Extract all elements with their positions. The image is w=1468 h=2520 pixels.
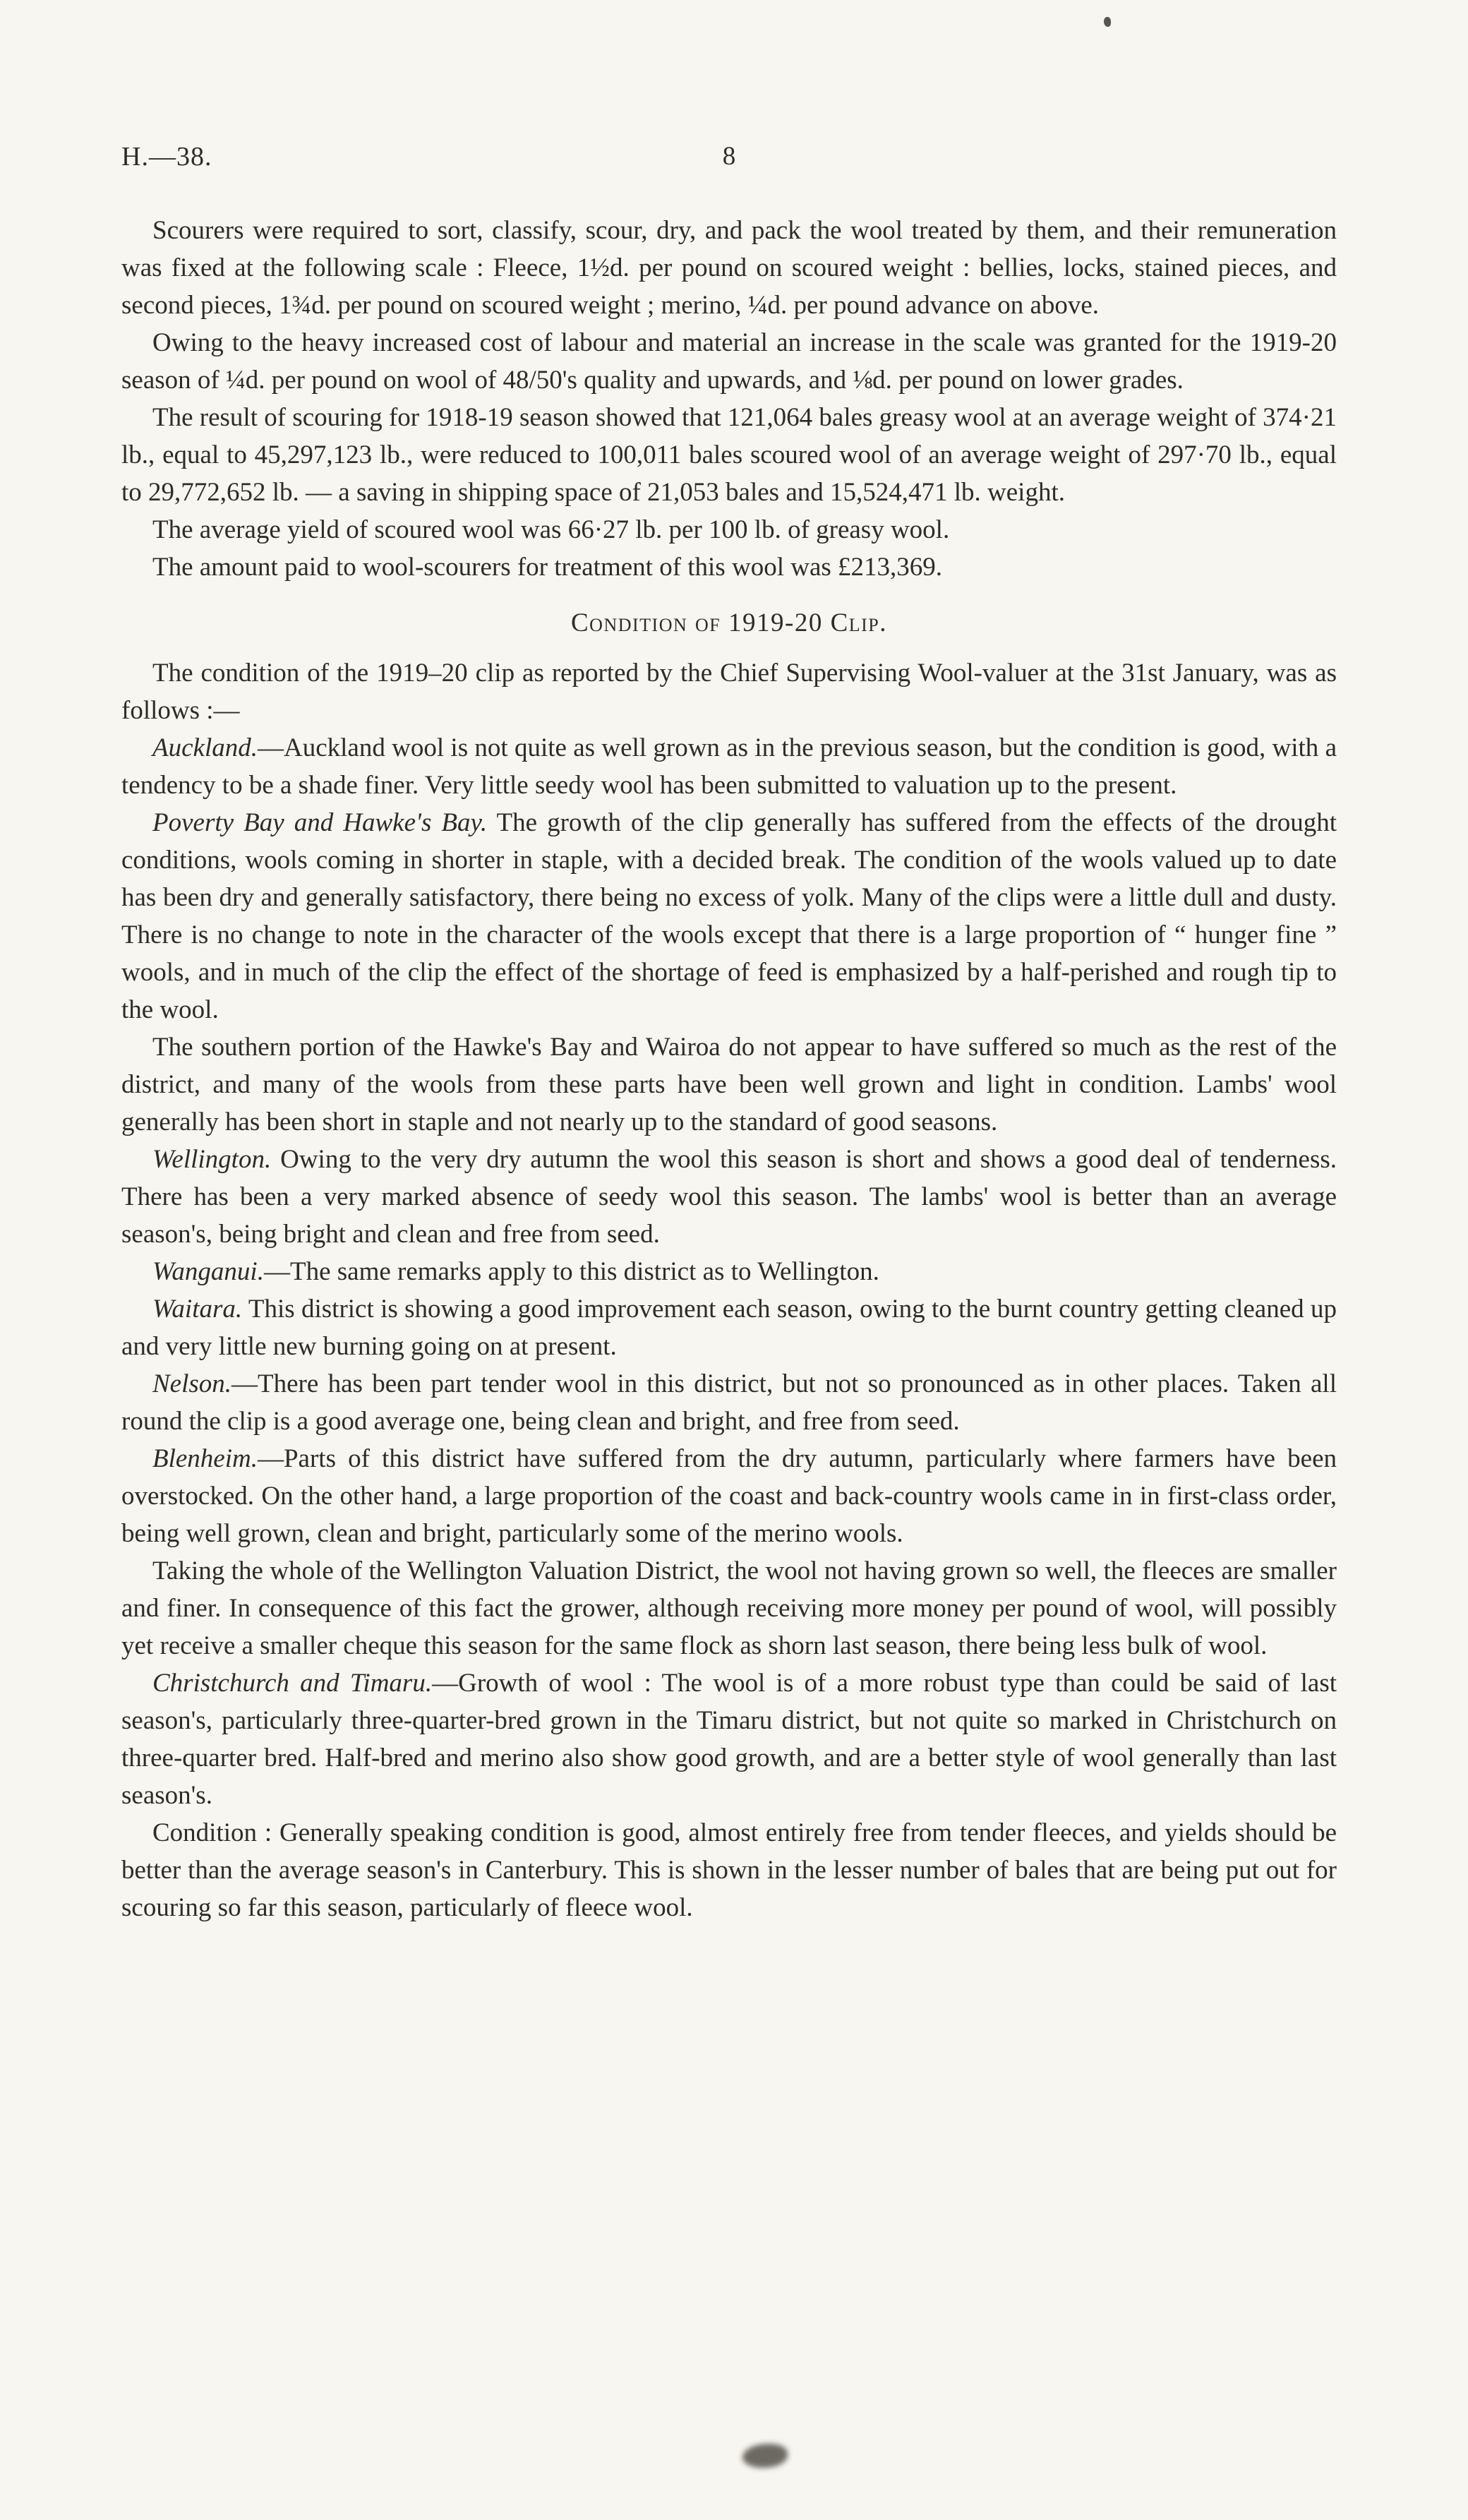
page-number: 8: [722, 142, 736, 171]
paragraph: Taking the whole of the Wellington Valuation District, the wool not having grown so well, the fleeces are smaller and finer. In consequence of this fact the grower, although receiving more money per pound of wool, will possibly yet receive a smaller cheque this season for the same flock as shorn last season, there being less bulk of wool.: [121, 1556, 1337, 1660]
paragraph: Owing to the heavy increased cost of labour and material an increase in the scale was granted for the 1919-20 season of ¼d. per pound on wool of 48/50's quality and upwards, and ⅛d. per pound on lower grades.: [121, 328, 1337, 395]
paragraph: The condition of the 1919–20 clip as reported by the Chief Supervising Wool-valuer at the 31st January, was as follows :—: [121, 659, 1337, 725]
place-name-lead: Nelson.: [152, 1369, 232, 1398]
paragraph: The result of scouring for 1918-19 season showed that 121,064 bales greasy wool at an average weight of 374·21 lb., equal to 45,297,123 lb., were reduced to 100,011 bales scoured wool of an average weight of 297·70 lb., equal to 29,772,652 lb. — a saving in shipping space of 21,053 bales and 15,524,471 lb. weight.: [121, 403, 1337, 507]
paragraph: Blenheim.—Parts of this district have suffered from the dry autumn, particularly where farmers have been overstocked. On the other hand, a large proportion of the coast and back-country wools came in in first-class order, being well grown, clean and bright, particularly some of the merino wools.: [121, 1444, 1337, 1548]
place-name-lead: Poverty Bay and Hawke's Bay.: [152, 808, 488, 837]
document-reference: H.—38.: [121, 142, 212, 172]
place-name-lead: Waitara.: [152, 1295, 243, 1324]
place-name-lead: Auckland.: [152, 733, 258, 762]
scan-artifact: [1104, 17, 1111, 27]
paragraph: Wellington. Owing to the very dry autumn the wool this season is short and shows a good deal of tenderness. There has been a very marked absence of seedy wool this season. The lambs' wool is better than an average season's, being bright and clean and free from seed.: [121, 1145, 1337, 1249]
paragraph: Auckland.—Auckland wool is not quite as well grown as in the previous season, but the condition is good, with a tendency to be a shade finer. Very little seedy wool has been submitted to valuation up to the present.: [121, 733, 1337, 800]
paragraph: The southern portion of the Hawke's Bay and Wairoa do not appear to have suffered so much as the rest of the district, and many of the wools from these parts have been well grown and light in condition. Lambs' wool generally has been short in staple and not nearly up to the standard of good seasons.: [121, 1033, 1337, 1136]
paragraph: Waitara. This district is showing a good improvement each season, owing to the burnt country getting cleaned up and very little new burning going on at present.: [121, 1295, 1337, 1361]
place-name-lead: Wellington.: [152, 1145, 272, 1174]
place-name-lead: Blenheim.: [152, 1444, 258, 1473]
paragraph: Nelson.—There has been part tender wool in this district, but not so pronounced as in other places. Taken all round the clip is a good average one, being clean and bright, and free from seed.: [121, 1369, 1337, 1436]
paragraph: Condition : Generally speaking condition is good, almost entirely free from tender fleeces, and yields should be better than the average season's in Canterbury. This is shown in the lesser number of bales that are being put out for scouring so far this season, particularly of fleece wool.: [121, 1818, 1337, 1922]
paragraph: Poverty Bay and Hawke's Bay. The growth of the clip generally has suffered from the effects of the drought conditions, wools coming in shorter in staple, with a decided break. The condition of the wools valued up to date has been dry and generally satisfactory, there being no excess of yolk. Many of the clips were a little dull and dusty. There is no change to note in the character of the wools except that there is a large proportion of “ hunger fine ” wools, and in much of the clip the effect of the shortage of feed is emphasized by a half-perished and rough tip to the wool.: [121, 808, 1337, 1024]
paragraph: Christchurch and Timaru.—Growth of wool : The wool is of a more robust type than could be said of last season's, particularly three-quarter-bred grown in the Timaru district, but not quite so marked in Christchurch on three-quarter bred. Half-bred and merino also show good growth, and are a better style of wool generally than last season's.: [121, 1669, 1337, 1810]
page-header: [121, 141, 1337, 172]
place-name-lead: Christchurch and Timaru.: [152, 1669, 433, 1698]
scan-artifact: [742, 2444, 788, 2468]
paragraph: The amount paid to wool-scourers for treatment of this wool was £213,369.: [152, 553, 943, 582]
document-body: [121, 212, 1337, 1926]
paragraph: The average yield of scoured wool was 66·27 lb. per 100 lb. of greasy wool.: [152, 515, 950, 544]
paragraph: Scourers were required to sort, classify, scour, dry, and pack the wool treated by them, and their remuneration was fixed at the following scale : Fleece, 1½d. per pound on scoured weight : bellies, locks, stained pieces, and second pieces, 1¾d. per pound on scoured weight ; merino, ¼d. per pound advance on above.: [121, 216, 1337, 320]
place-name-lead: Wanganui.: [152, 1257, 264, 1286]
paragraph: Wanganui.—The same remarks apply to this district as to Wellington.: [152, 1257, 879, 1286]
section-heading: Condition of 1919-20 Clip.: [571, 608, 887, 637]
